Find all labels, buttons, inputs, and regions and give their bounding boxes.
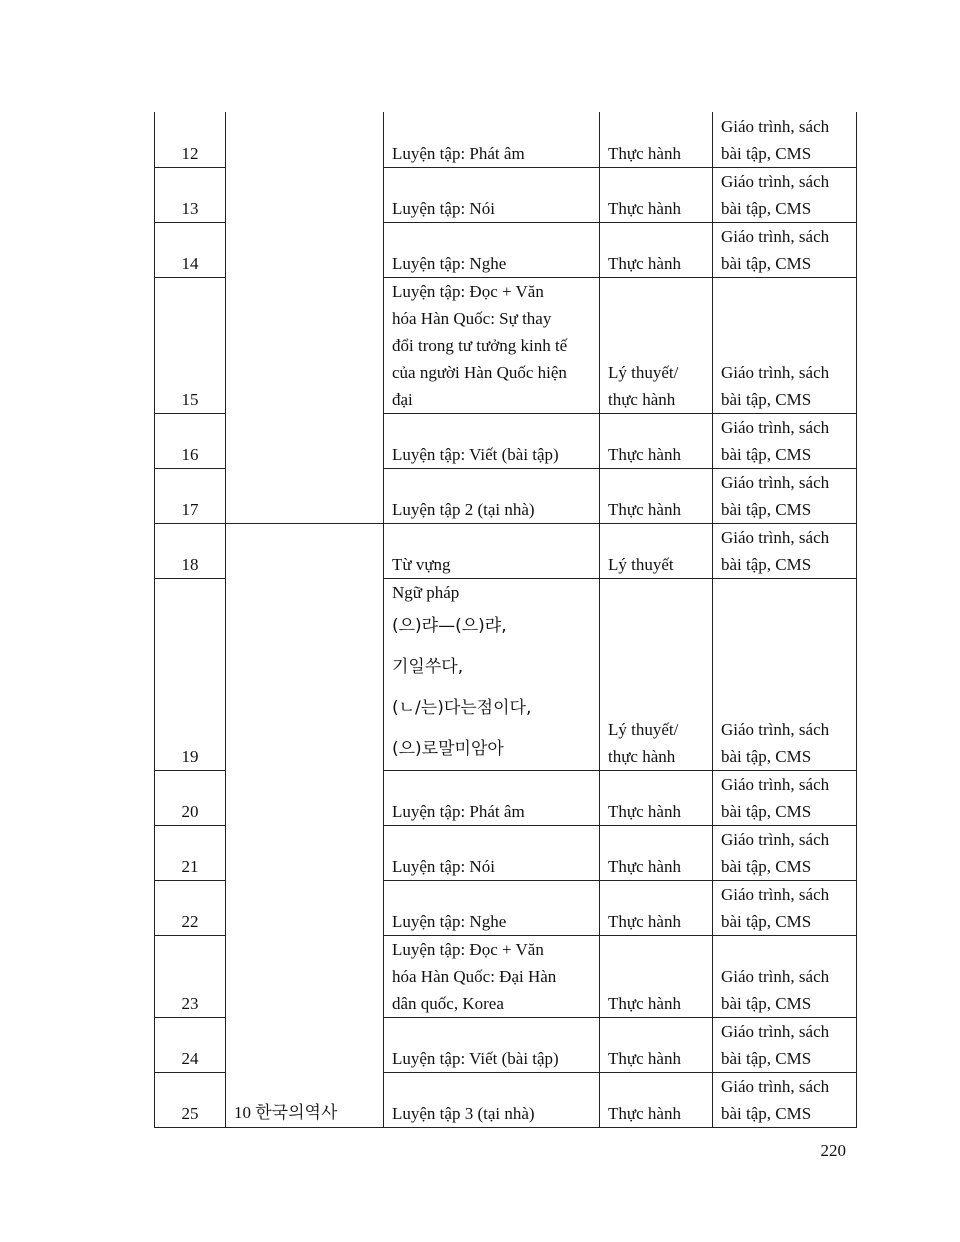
row-number: 21: [155, 825, 226, 880]
lesson-content: Từ vựng: [384, 523, 600, 578]
lesson-material: Giáo trình, sách bài tập, CMS: [713, 935, 857, 1017]
grammar-point: (으)로말미암아: [392, 738, 504, 759]
lesson-material: Giáo trình, sách bài tập, CMS: [713, 880, 857, 935]
row-number: 23: [155, 935, 226, 1017]
lesson-content: Luyện tập: Phát âm: [384, 770, 600, 825]
row-number: 24: [155, 1017, 226, 1072]
unit-cell: [226, 523, 384, 1127]
grammar-heading: Ngữ pháp: [392, 582, 460, 602]
lesson-content: Luyện tập: Nói: [384, 167, 600, 222]
lesson-content: Luyện tập 2 (tại nhà): [384, 468, 600, 523]
lesson-content-grammar: [384, 578, 600, 770]
unit-number: 10: [234, 1102, 251, 1122]
unit-title: 한국의역사: [255, 1102, 338, 1123]
lesson-material: Giáo trình, sách bài tập, CMS: [713, 578, 857, 770]
lesson-material: Giáo trình, sách bài tập, CMS: [713, 825, 857, 880]
lesson-material: Giáo trình, sách bài tập, CMS: [713, 413, 857, 468]
lesson-type: Thực hành: [600, 112, 713, 167]
lesson-content: Luyện tập: Đọc + Văn hóa Hàn Quốc: Đại Hàn dân quốc, Korea: [384, 935, 600, 1017]
lesson-type: Thực hành: [600, 222, 713, 277]
row-number: 13: [155, 167, 226, 222]
lesson-type: Thực hành: [600, 935, 713, 1017]
grammar-point: (ㄴ/는)다는점이다,: [392, 697, 532, 718]
grammar-point: (으)랴—(으)랴,: [392, 615, 507, 636]
row-number: 12: [155, 112, 226, 167]
row-number: 19: [155, 578, 226, 770]
lesson-content: Luyện tập 3 (tại nhà): [384, 1072, 600, 1127]
lesson-content: Luyện tập: Đọc + Văn hóa Hàn Quốc: Sự thay đổi trong tư tưởng kinh tế của người Hàn Quốc hiện đại: [384, 277, 600, 413]
unit-cell-previous: [226, 112, 384, 523]
lesson-material: Giáo trình, sách bài tập, CMS: [713, 277, 857, 413]
lesson-type: Thực hành: [600, 413, 713, 468]
lesson-content: Luyện tập: Nghe: [384, 222, 600, 277]
row-number: 15: [155, 277, 226, 413]
table-row: [155, 112, 857, 167]
lesson-type: Lý thuyết: [600, 523, 713, 578]
lesson-material: Giáo trình, sách bài tập, CMS: [713, 167, 857, 222]
lesson-material: Giáo trình, sách bài tập, CMS: [713, 523, 857, 578]
lesson-material: Giáo trình, sách bài tập, CMS: [713, 1017, 857, 1072]
lesson-type: Thực hành: [600, 825, 713, 880]
lesson-content: Luyện tập: Nói: [384, 825, 600, 880]
lesson-type: Thực hành: [600, 1017, 713, 1072]
lesson-type: Thực hành: [600, 770, 713, 825]
row-number: 22: [155, 880, 226, 935]
table-row: [155, 523, 857, 578]
lesson-content: Luyện tập: Nghe: [384, 880, 600, 935]
page-number: 220: [820, 1141, 846, 1160]
row-number: 18: [155, 523, 226, 578]
lesson-type: Thực hành: [600, 167, 713, 222]
grammar-point: 기일쑤다,: [392, 656, 464, 677]
lesson-type: Thực hành: [600, 880, 713, 935]
lesson-material: Giáo trình, sách bài tập, CMS: [713, 468, 857, 523]
lesson-material: Giáo trình, sách bài tập, CMS: [713, 1072, 857, 1127]
lesson-content: Luyện tập: Viết (bài tập): [384, 1017, 600, 1072]
lesson-material: Giáo trình, sách bài tập, CMS: [713, 112, 857, 167]
lesson-type: Thực hành: [600, 1072, 713, 1127]
lesson-content: Luyện tập: Phát âm: [384, 112, 600, 167]
lesson-type: Lý thuyết/ thực hành: [600, 578, 713, 770]
lesson-material: Giáo trình, sách bài tập, CMS: [713, 770, 857, 825]
lesson-type: Thực hành: [600, 468, 713, 523]
row-number: 17: [155, 468, 226, 523]
lesson-material: Giáo trình, sách bài tập, CMS: [713, 222, 857, 277]
row-number: 14: [155, 222, 226, 277]
lesson-content: Luyện tập: Viết (bài tập): [384, 413, 600, 468]
row-number: 16: [155, 413, 226, 468]
row-number: 25: [155, 1072, 226, 1127]
lesson-plan-table: [154, 112, 857, 1128]
row-number: 20: [155, 770, 226, 825]
lesson-type: Lý thuyết/ thực hành: [600, 277, 713, 413]
